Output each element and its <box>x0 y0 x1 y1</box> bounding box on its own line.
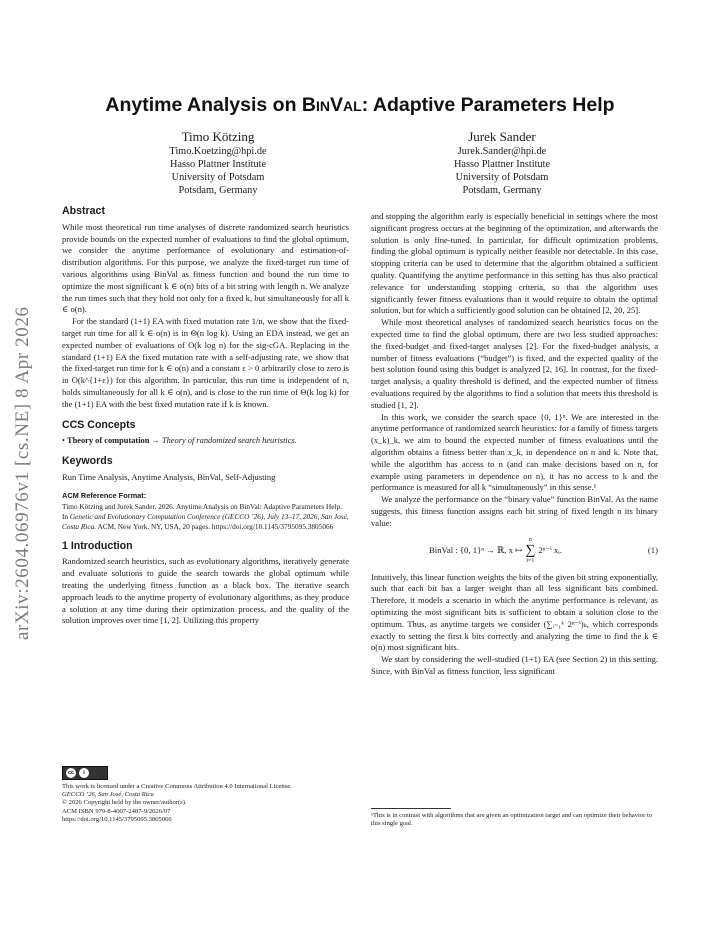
author-location: Potsdam, Germany <box>178 185 258 196</box>
left-column <box>62 206 349 627</box>
reference-venue: Genetic and Evolutionary Computation Conference (GECCO ’26), July 13–17, 2026, San José, Costa Rica. <box>62 511 349 531</box>
reference-line-2: ACM, New York, NY, USA, 20 pages. https://doi.org/10.1145/3795095.3805066 <box>96 521 334 531</box>
cc-by-badge[interactable] <box>62 766 108 780</box>
license-text <box>62 783 349 824</box>
license-line-2: GECCO ’26, San José, Costa Rica <box>62 791 154 799</box>
keywords-heading: Keywords <box>62 455 113 468</box>
title-suffix: : Adaptive Parameters Help <box>361 94 615 116</box>
reference-format-heading: ACM Reference Format: <box>62 490 147 500</box>
summation-sigma: ∑ <box>525 542 536 558</box>
footnote-1: ¹This is in contrast with algorithms that are given an optimization target and can optimize their behavior to this single goal. <box>371 812 653 828</box>
reference-line-1: Timo Kötzing and Jurek Sander. 2026. Anytime Analysis on BinVal: Adaptive Parameters Help. In <box>62 501 343 521</box>
author-name: Jurek Sander <box>468 129 536 144</box>
author-university: University of Potsdam <box>455 172 549 183</box>
author-2 <box>392 128 612 197</box>
summation-upper: n <box>528 536 532 543</box>
license-line-3: © 2026 Copyright held by the owner/author(s). <box>62 799 187 807</box>
right-paragraph-6: We start by considering the well-studied (1+1) EA (see Section 2) in this setting. Since, with BinVal as fitness function, less significant <box>371 654 658 676</box>
equation-1 <box>371 537 658 565</box>
equation-lhs: BinVal : {0, 1}ⁿ → ℝ, x ↦ <box>429 544 523 555</box>
creative-commons-icon: cc <box>67 770 75 776</box>
author-name: Timo Kötzing <box>181 129 255 144</box>
summation-lower: i=1 <box>526 557 535 564</box>
abstract-paragraph-1: While most theoretical run time analyses of discrete randomized search heuristics provide bounds on the expected number of evaluations to find the global optimum, we consider the anytime performance of evolutionary and estimation-of-distribution algorithms. For this purpose, we analyze the fixed-target run time of various algorithms using BinVal as fitness function and bound the run time to optimize the most significant k ∈ o(n) bits of a bit string with length n. We analyze the run times such that they hold not only for a fixed k, but simultaneously for all k ∈ o(n). <box>62 221 349 315</box>
author-1 <box>108 128 328 197</box>
right-paragraph-2: While most theoretical analyses of randomized search heuristics focus on the expected time to find the global optimum, there are two less studied approaches: the fixed-budget and fixed-target analyses [2]. For the fixed-budget analysis, a number of fitness evaluations (“budget”) is fixed, and the expected quality of the best solution found using this budget is analyzed [2, 16]. In contrast, for the fixed-target analysis, a quality threshold is defined, and the expected number of fitness evaluations required by the algorithms to find a solution that meets this threshold is studied [1, 2]. <box>371 317 658 410</box>
author-university: University of Potsdam <box>171 172 265 183</box>
ccs-bullet: • <box>62 436 68 446</box>
title-prefix: Anytime Analysis on <box>105 94 302 116</box>
equation-number: (1) <box>647 544 658 555</box>
introduction-paragraph-1: Randomized search heuristics, such as evolutionary algorithms, iteratively generate and evaluate solutions to guide the search towards the global optimum while treating the underlying fitness function as a black box. The iterative search approach leads to the anytime property of evolutionary algorithms, as they produce a solution at any time during their optimization process, and the quality of the solution improves over time [1, 2]. Utilizing this property <box>62 556 349 626</box>
author-email: Jurek.Sander@hpi.de <box>457 146 547 157</box>
author-location: Potsdam, Germany <box>462 185 542 196</box>
author-email: Timo.Koetzing@hpi.de <box>169 146 267 157</box>
right-paragraph-3: In this work, we consider the search space {0, 1}ⁿ. We are interested in the anytime performance of randomized search heuristics: for a family of fitness targets (x_k)_k, we aim to bound the expected number of fitness evaluations until the algorithm obtains a fitness better than x_k, in dependence on n and k. Note that, while the algorithm has access to n (and can make decisions based on n, for example using parameters in dependence on n), it has no access to k and the performance is measured for all k “simultaneously” in this sense.¹ <box>371 411 658 493</box>
license-line-1: This work is licensed under a Creative Commons Attribution 4.0 International License. <box>62 783 292 790</box>
reference-format-text <box>62 502 349 532</box>
keywords-text: Run Time Analysis, Anytime Analysis, BinVal, Self-Adjusting <box>62 471 276 482</box>
introduction-heading: 1 Introduction <box>62 539 133 552</box>
ccs-italic-term: Theory of randomized search heuristics. <box>161 436 297 446</box>
license-line-5[interactable]: https://doi.org/10.1145/3795095.3805066 <box>62 815 172 823</box>
ccs-heading: CCS Concepts <box>62 418 136 431</box>
title-binval: BinVal <box>301 94 362 116</box>
paper-title <box>62 94 658 117</box>
license-block <box>62 766 349 824</box>
license-line-4: ACM ISBN 979-8-4007-2487-9/2026/07 <box>62 807 171 815</box>
abstract-paragraph-2: For the standard (1+1) EA with fixed mutation rate 1/n, we show that the fixed-target run time for all k ∈ o(n) is in Θ(n log k). Using an EDA instead, we get an expected number of evaluations of O(k log n) for the sig-cGA. Replacing in the standard (1+1) EA the fixed mutation rate with a self-adjusting rate, we show that the fixed-target run time for k ∈ o(n) and a constant ε > 0 arbitrarily close to zero is in O(k^{1+ε}) for this algorithm. In particular, this run time is independent of n, holds simultaneously for all k ∈ o(n), and is close to the run time of Θ(k log k) for the (1+1) EA with the best fixed mutation rate if k is known. <box>62 316 349 409</box>
ccs-arrow: → <box>149 436 162 446</box>
right-column <box>371 211 658 678</box>
right-paragraph-1: and stopping the algorithm early is especially beneficial in settings where the most significant progress occurs at the beginning of the optimization, and afterwards the solution is only fine-tuned. In particular, for difficult optimization problems, finding the global optimum is typically neither feasible nor detectable. In this case, stopping criteria can be used to determine that the algorithm obtained a sufficient quality. Quantifying the anytime performance in this setting has thus also practical relevance for understanding stopping criteria, so that the algorithm uses significantly fewer fitness evaluations than it would require to obtain the optimal solution, but for which a sufficiently good solution can be obtained [2, 20, 25]. <box>371 211 658 316</box>
right-paragraph-4: We analyze the performance on the “binary value” function BinVal. As the name suggests, this fitness function assigns each bit string of fixed length n its binary value: <box>371 494 658 528</box>
summation-symbol <box>525 537 535 565</box>
equation-rhs: 2ⁿ⁻ⁱ xᵢ. <box>538 544 562 555</box>
author-institution: Hasso Plattner Institute <box>169 159 267 170</box>
footnote-divider <box>371 808 451 809</box>
ccs-concepts <box>62 435 349 447</box>
equation-body <box>429 537 562 565</box>
ccs-bold-term: Theory of computation <box>67 436 150 446</box>
arxiv-identifier: arXiv:2604.06976v1 [cs.NE] 8 Apr 2026 <box>12 306 33 640</box>
attribution-icon: i <box>79 768 89 778</box>
right-paragraph-5: Intuitively, this linear function weights the bits of the given bit string exponentially, such that each bit has a larger weight than all less significant bits combined. Therefore, it models a scenario in which the anytime performance is relevant, as optimizing the most significant bits is sufficient to obtain a solution close to the optimum. Thus, as anytime targets we consider (∑ᵢ₌₁ᵏ 2ⁿ⁻ⁱ)ₖ, which corresponds exactly to setting the first k bits correctly and analyzing the time to find the k ∈ o(n) most significant bits. <box>371 571 658 653</box>
author-institution: Hasso Plattner Institute <box>453 159 551 170</box>
abstract-heading: Abstract <box>62 205 105 217</box>
